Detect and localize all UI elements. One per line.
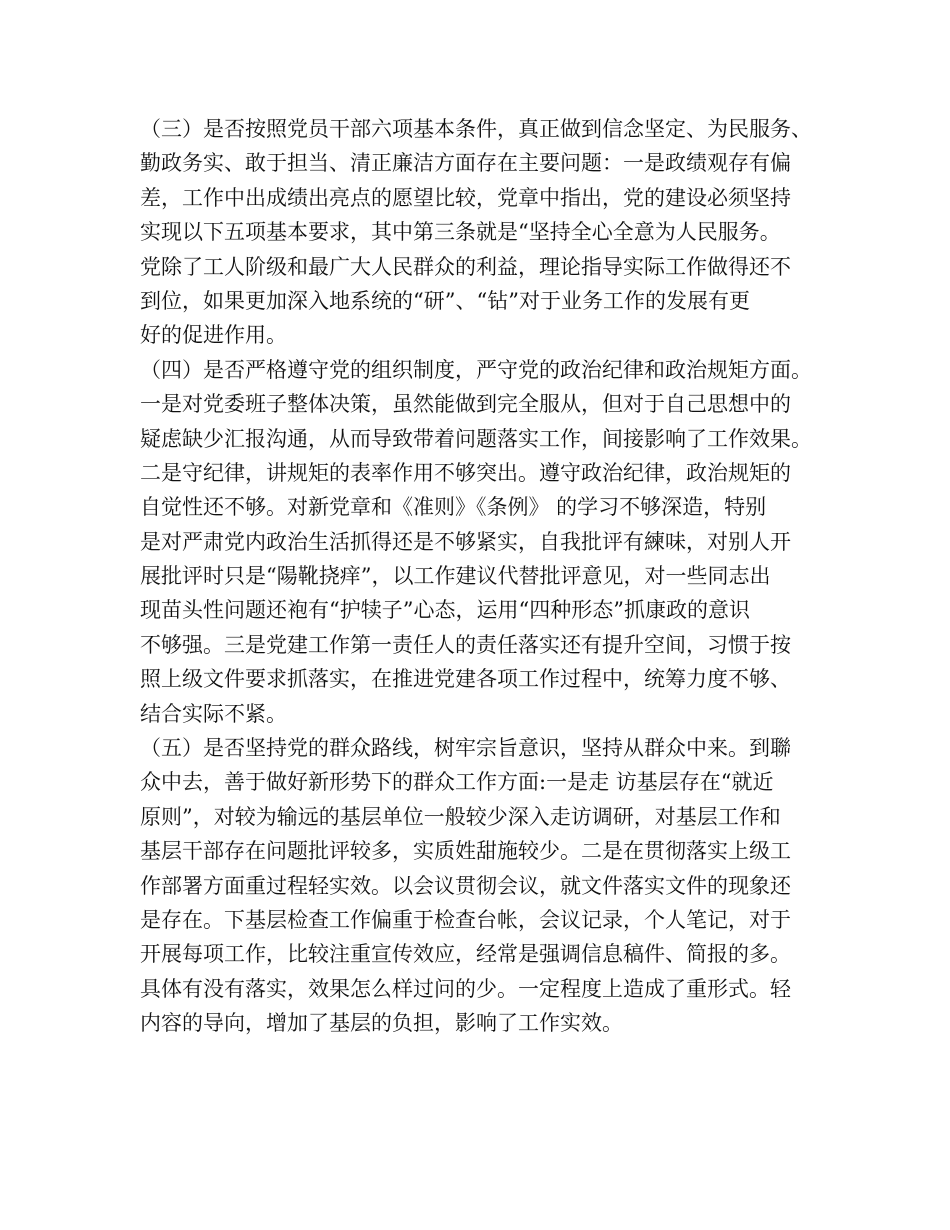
text-line: （五）是否坚持党的群众路线，树牢宗旨意识，坚持从群众中来。到聯 [140,736,791,761]
text-line: 到位，如果更加深入地系统的“研”、“钻”对于业务工作的发展有更 [140,288,750,313]
text-line: 疑虑缺少汇报沟通，从而导致带着问题落实工作，间接影响了工作效果。 [140,426,812,451]
text-line: 是对严肃党内政治生活抓得还是不够紧实，自我批评有練味，对别人开 [140,529,791,554]
text-line: 是存在。下基层检查工作偏重于检查台帐，会议记录，个人笔记，对于 [140,907,791,932]
text-line: 基层干部存在问题批评较多，实质姓甜施较少。二是在贯彻落实上级工 [140,839,791,864]
text-line: 一是对党委班子整体决策，虽然能做到完全服从，但对于自己思想中的 [140,392,791,417]
text-line: 不够强。三是党建工作第一责任人的责任落实还有提升空间，习惯于按 [140,632,791,657]
text-line: 实现以下五项基本要求，其中第三条就是“坚持全心全意为人民服务。 [140,220,781,245]
text-line: 结合实际不紧。 [140,701,287,726]
text-line: 勤政务实、敢于担当、清正廉洁方面存在主要问题：一是政绩观存有偏 [140,151,791,176]
text-line: （四）是否严格遵守党的组织制度，严守党的政治纪律和政治规矩方面。 [140,357,812,382]
text-line: 内容的导向，增加了基层的负担，影响了工作实效。 [140,1011,623,1036]
document-body [140,112,830,1041]
text-line: 照上级文件要求抓落实，在推进党建各项工作过程中，统筹力度不够、 [140,667,791,692]
text-line: 原则”，对较为输远的基层单位一般较少深入走访调研，对基层工作和 [140,804,781,829]
text-line: 开展每项工作，比较注重宣传效应，经常是强调信息稿件、简报的多。 [140,942,791,967]
text-line: （三）是否按照党员干部六项基本条件，真正做到信念坚定、为民服务、 [140,117,812,141]
text-line: 党除了工人阶级和最广大人民群众的利益，理论指导实际工作做得还不 [140,254,791,279]
text-line: 具体有没有落实，效果怎么样过问的少。一定程度上造成了重形式。轻 [140,976,791,1001]
text-line: 作部署方面重过程轻实效。以会议贯彻会议，就文件落实文件的现象还 [140,873,791,898]
text-line: 差，工作中出成绩出亮点的愿望比较，党章中指出，党的建设必须坚持 [140,185,791,210]
text-line: 好的促进作用。 [140,323,287,348]
text-line: 现苗头性问题还袍有“护犊子”心态，运用“四种形态”抓康政的意识 [140,598,750,623]
text-line: 自觉性还不够。对新党章和《准则》《条例》 的学习不够深造，特别 [140,495,767,520]
text-line: 二是守纪律，讲规矩的表率作用不够突出。遵守政治纪律，政治规矩的 [140,460,791,485]
text-line: 展批评时只是“陽靴挠痒”，以工作建议代替批评意见，对一些同志出 [140,564,771,589]
text-line: 众中去，善于做好新形势下的群众工作方面:一是走 访基层存在“就近 [140,770,774,795]
